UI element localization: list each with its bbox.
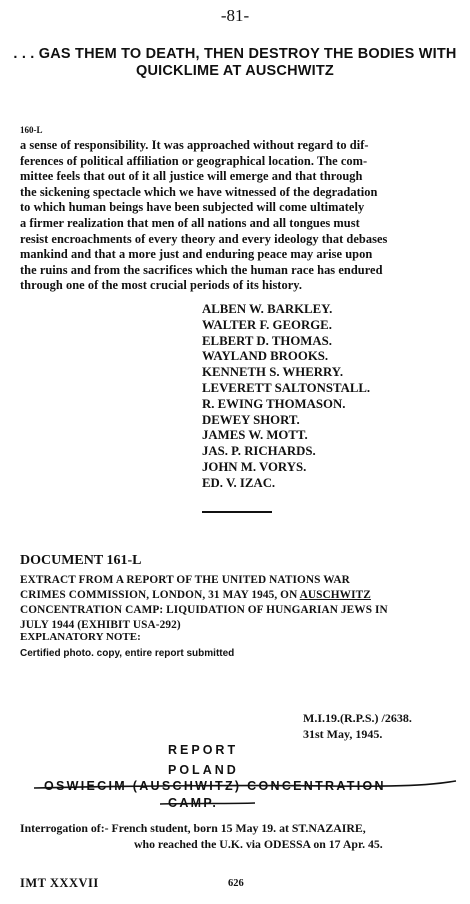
signer-name: ELBERT D. THOMAS. [202,333,332,348]
signer-name: R. EWING THOMASON. [202,396,346,411]
signer-name: KENNETH S. WHERRY. [202,365,344,380]
reference-block [303,711,412,742]
body-paragraph [20,138,458,294]
report-country: POLAND [168,763,239,777]
footer-page-number: 626 [228,878,244,889]
explanatory-note-label: EXPLANATORY NOTE: [20,631,141,643]
signer-name: JAS. P. RICHARDS. [202,444,316,459]
signer-name: ALBEN W. BARKLEY. [202,302,333,316]
reference-number: M.I.19.(R.P.S.) /2638. [303,711,412,725]
extract-line: CONCENTRATION CAMP: LIQUIDATION OF HUNGARIAN JEWS IN [20,604,388,616]
body-line: mankind and that a more just and enduring peace may arise upon [20,247,373,262]
headline-line-2: QUICKLIME AT AUSCHWITZ [136,63,334,79]
interrogation-line-1: Interrogation of:- French student, born 15 May 19. at ST.NAZAIRE, [20,821,366,835]
signer-name: WALTER F. GEORGE. [202,317,332,332]
document-mark: 160-L [20,125,43,135]
extract-description [20,573,456,633]
extract-line [20,588,456,603]
underlined-word: AUSCHWITZ [299,589,371,601]
interrogation-block [20,820,383,852]
signer-name: DEWEY SHORT. [202,412,300,427]
signers-list [202,302,370,492]
body-line: mittee feels that out of it all justice will emerge and that through [20,169,363,184]
signer-name: ED. V. IZAC. [202,475,276,490]
extract-line-text: CRIMES COMMISSION, LONDON, 31 MAY 1945, ON [20,589,300,601]
body-line: resist encroachments of every theory and every ideology that debases [20,231,388,246]
signer-name: JAMES W. MOTT. [202,428,308,443]
footer-volume: IMT XXXVII [20,876,99,890]
body-line: through one of the most crucial periods of its history. [20,278,302,293]
camp-title-line-2: CAMP. [168,796,219,810]
report-heading: REPORT [168,743,239,757]
signer-name: JOHN M. VORYS. [202,459,307,474]
interrogation-line-2: who reached the U.K. via ODESSA on 17 Apr. 45. [134,837,383,851]
report-heading-block [168,740,239,780]
signer-name: LEVERETT SALTONSTALL. [202,380,371,395]
certified-note: Certified photo. copy, entire report submitted [20,648,235,659]
extract-line: EXTRACT FROM A REPORT OF THE UNITED NATIONS WAR [20,574,350,586]
body-line: the sickening spectacle which we have witnessed of the degradation [20,184,378,199]
signer-name: WAYLAND BROOKS. [202,349,329,364]
extract-line: JULY 1944 (EXHIBIT USA-292) [20,619,181,631]
headline [0,46,470,80]
headline-line-1: . . . GAS THEM TO DEATH, THEN DESTROY THE BODIES WITH [13,46,457,62]
body-line: ferences of political affiliation or geographical location. The com- [20,153,368,168]
camp-title-line-1: OSWIECIM (AUSCHWITZ) CONCENTRATION [44,779,386,793]
body-line: the ruins and from the sacrifices which the human race has endured [20,262,383,277]
hand-drawn-underline [30,777,460,807]
body-line: to which human beings have been subjected will come ultimately [20,200,365,215]
body-line: a firmer realization that men of all nations and all tongues must [20,215,360,230]
body-line: a sense of responsibility. It was approached without regard to dif- [20,138,369,152]
reference-date: 31st May, 1945. [303,726,383,741]
document-title: DOCUMENT 161-L [20,553,142,568]
section-divider [202,511,272,513]
page-number: -81- [220,6,250,25]
